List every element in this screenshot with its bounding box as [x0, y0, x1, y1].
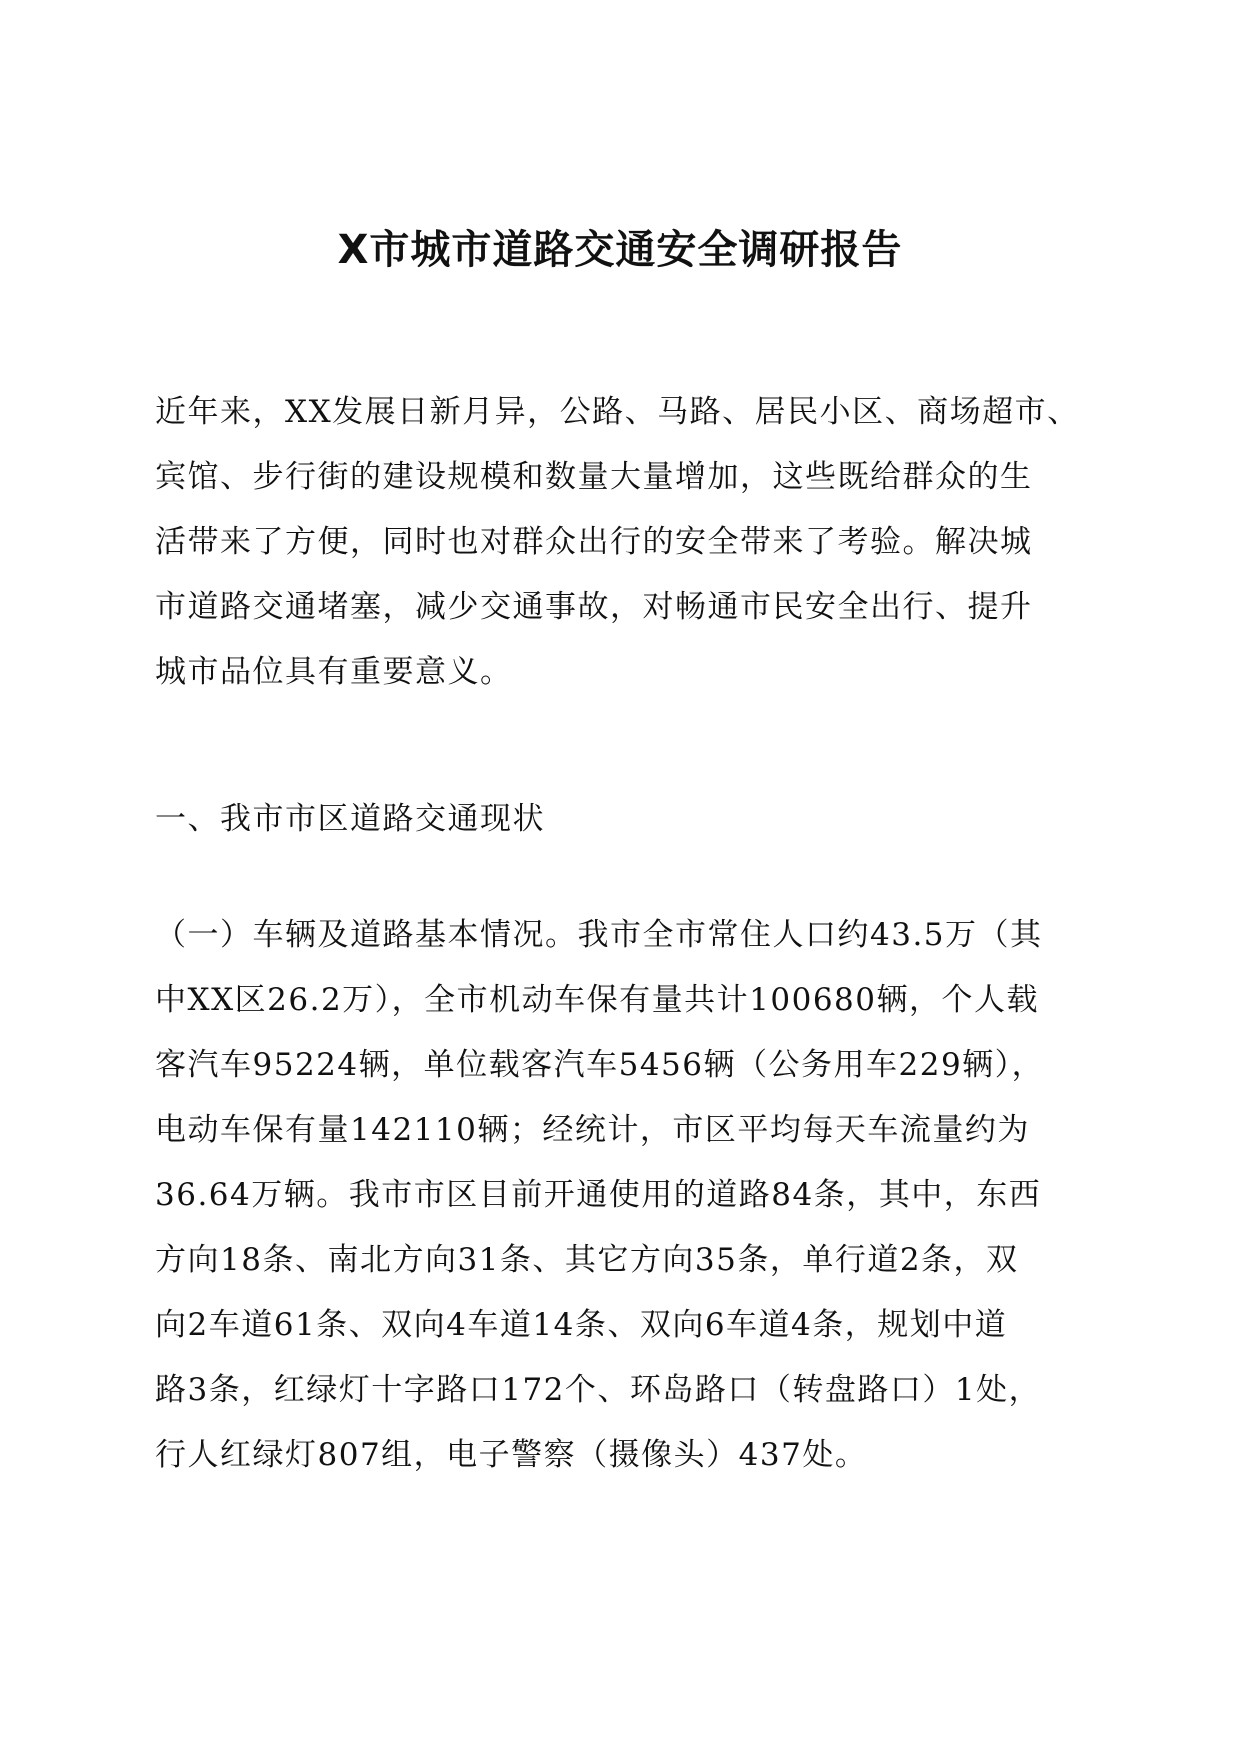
subsection-paragraph: [155, 903, 1095, 1488]
text-line: 方向18条、南北方向31条、其它方向35条，单行道2条，双: [155, 1242, 1019, 1278]
text-line: 电动车保有量142110辆；经统计，市区平均每天车流量约为: [155, 1112, 1030, 1148]
text-line: 城市品位具有重要意义。: [155, 654, 513, 690]
text-line: 36.64万辆。我市市区目前开通使用的道路84条，其中，东西: [155, 1177, 1042, 1213]
text-line: 市道路交通堵塞，减少交通事故，对畅通市民安全出行、提升: [155, 589, 1033, 625]
section-heading-text: 一、我市市区道路交通现状: [155, 801, 545, 837]
text-line: 路3条，红绿灯十字路口172个、环岛路口（转盘路口）1处，: [155, 1372, 1042, 1408]
text-line: 向2车道61条、双向4车道14条、双向6车道4条，规划中道: [155, 1307, 1008, 1343]
section-heading: [155, 787, 1095, 852]
text-line: 近年来，XX发展日新月异，公路、马路、居民小区、商场超市、: [155, 394, 1080, 430]
text-line: 宾馆、步行街的建设规模和数量大量增加，这些既给群众的生: [155, 459, 1033, 495]
text-line: （一）车辆及道路基本情况。我市全市常住人口约43.5万（其: [155, 917, 1043, 953]
text-line: 客汽车95224辆，单位载客汽车5456辆（公务用车229辆），: [155, 1047, 1045, 1083]
document-title: X市城市道路交通安全调研报告: [337, 227, 903, 273]
text-line: 活带来了方便，同时也对群众出行的安全带来了考验。解决城: [155, 524, 1033, 560]
text-line: 中XX区26.2万），全市机动车保有量共计100680辆，个人载: [155, 982, 1039, 1018]
text-line: 行人红绿灯807组，电子警察（摄像头）437处。: [155, 1437, 868, 1473]
intro-paragraph: [155, 380, 1095, 705]
